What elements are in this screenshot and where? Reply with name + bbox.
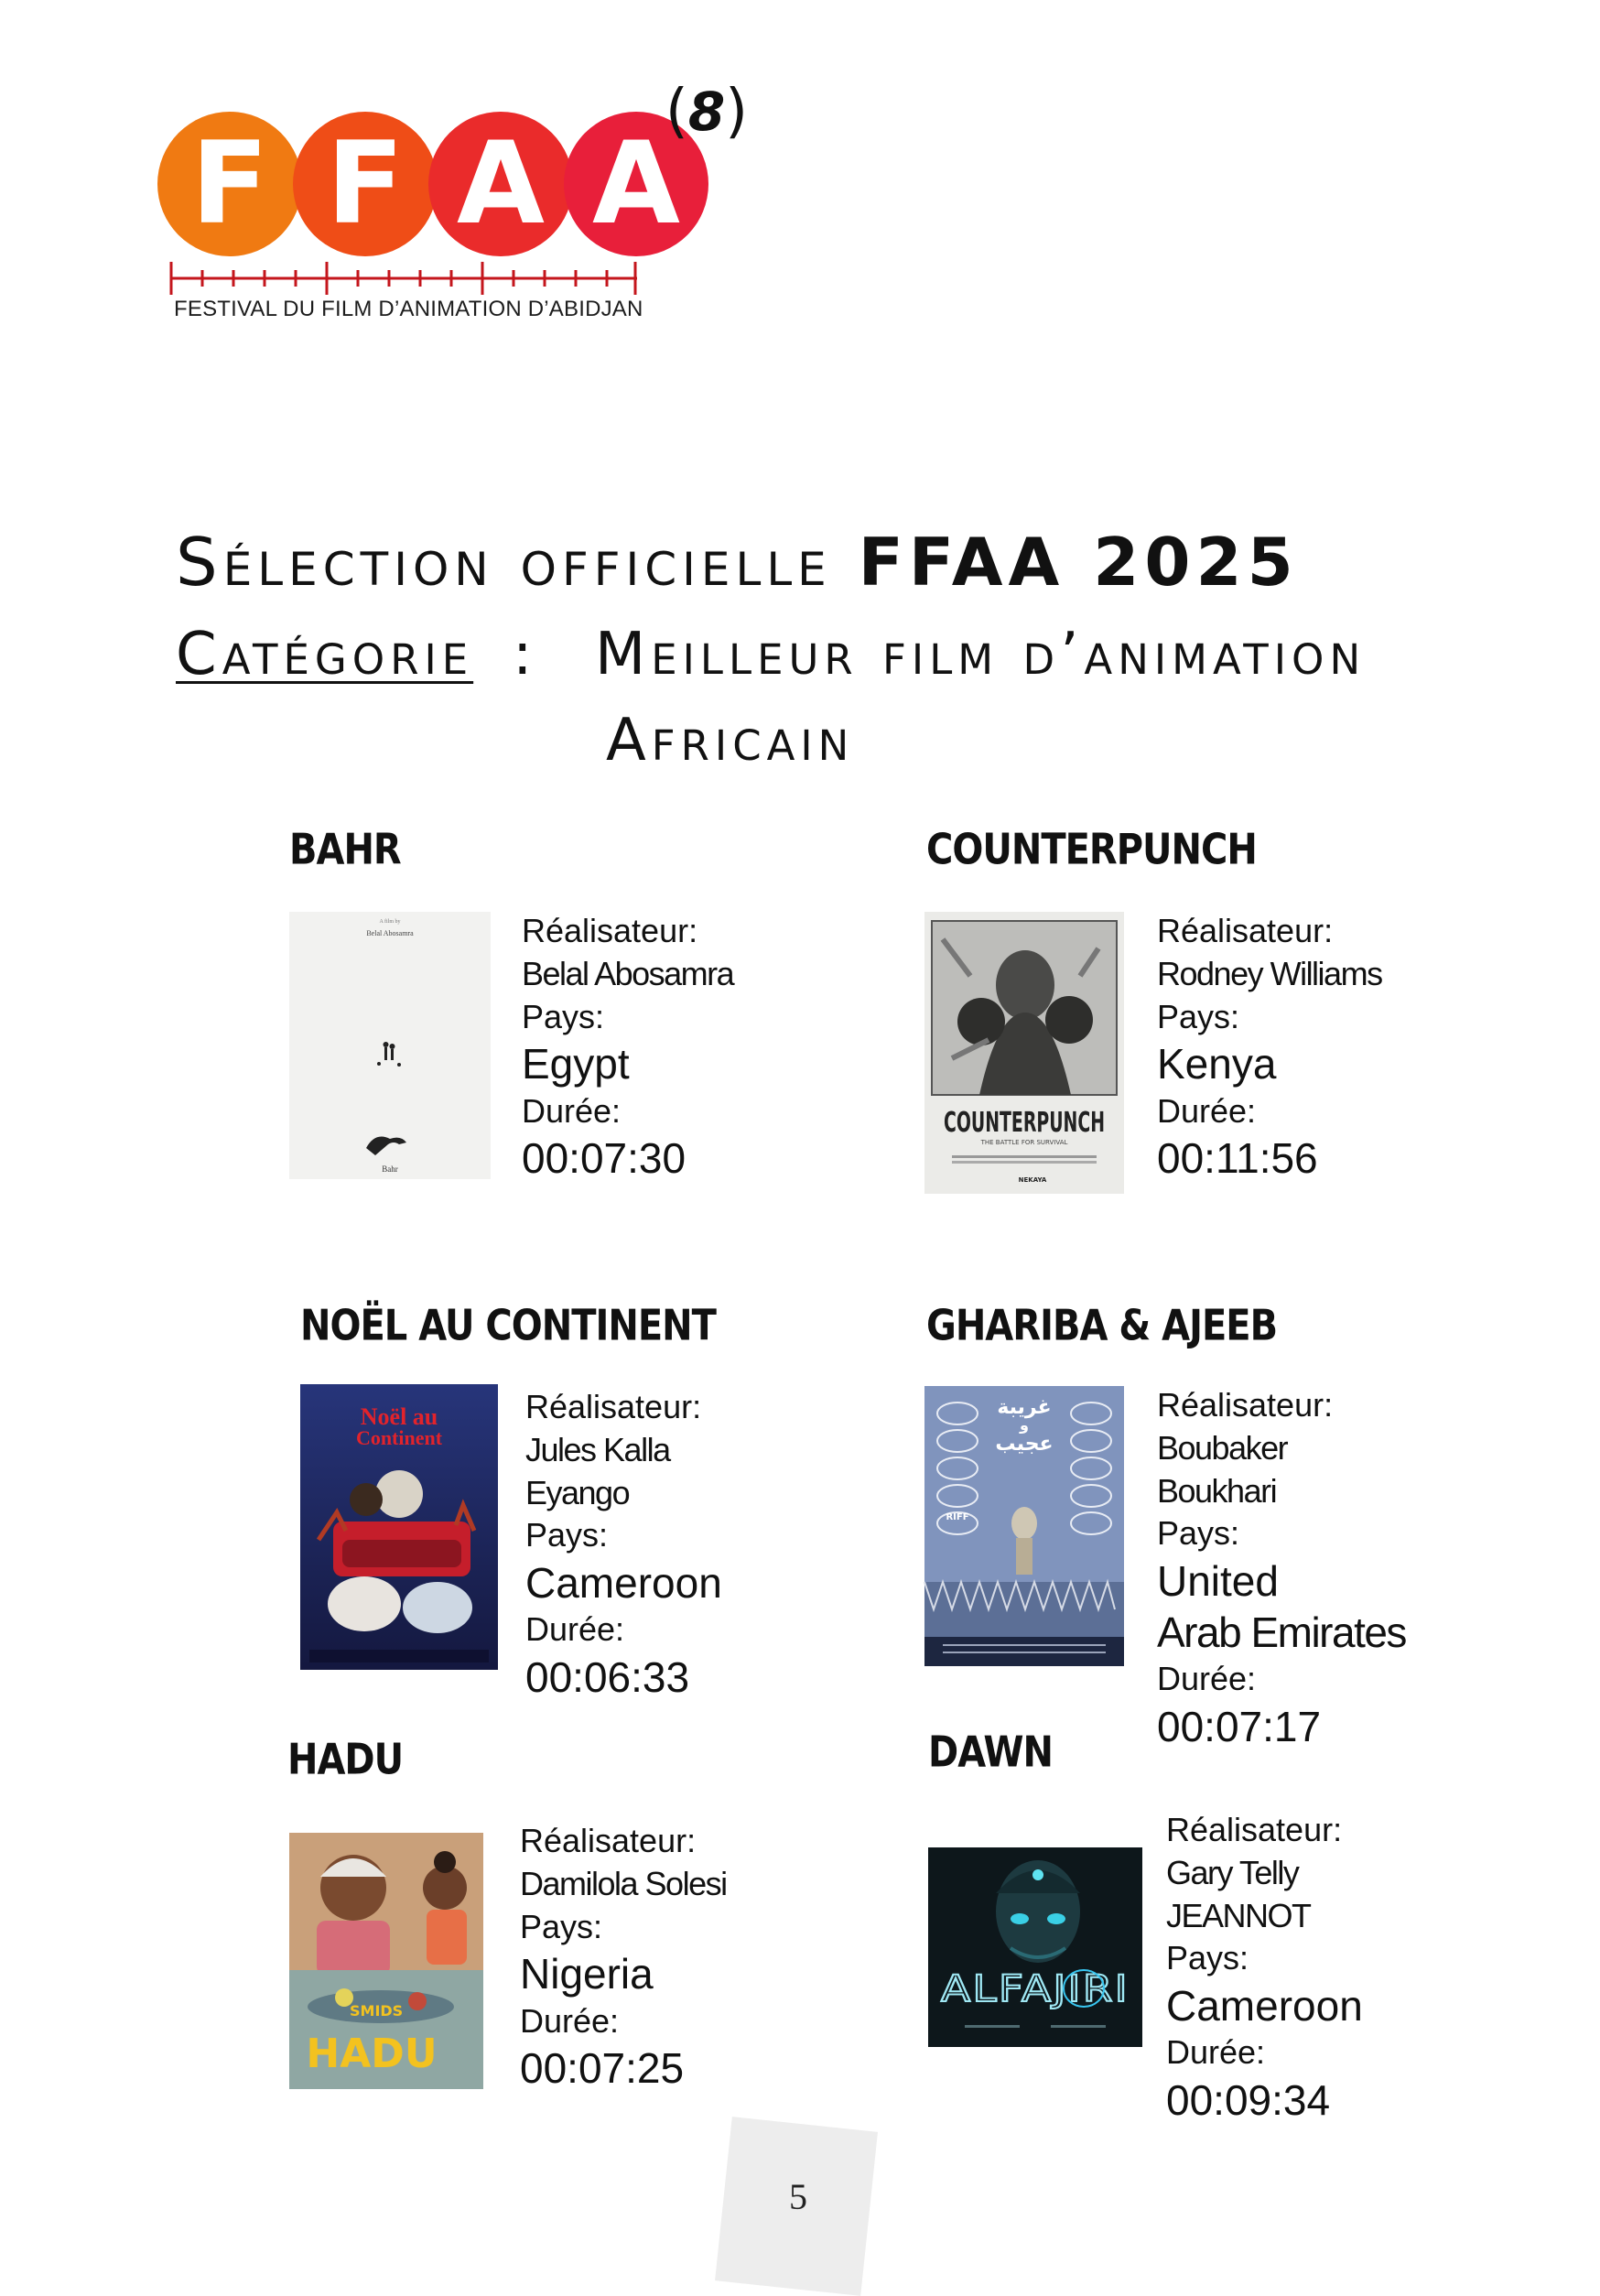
director-value: Damilola Solesi [520, 1864, 727, 1902]
director-value: Jules Kalla [525, 1430, 670, 1468]
poster-ghariba-title-2: و [1020, 1416, 1029, 1434]
poster-hadu [289, 1833, 483, 2089]
duration-value: 00:07:25 [520, 2044, 685, 2093]
film-title-counterpunch: COUNTERPUNCH [926, 826, 1257, 874]
director-value: Belal Abosamra [522, 954, 734, 992]
director-value: Gary Telly [1166, 1853, 1299, 1891]
film-info-bahr [522, 910, 733, 1184]
poster-bahr-title: Bahr [382, 1164, 398, 1174]
paren-left: ( [665, 78, 688, 146]
ffaa-logo [157, 66, 762, 341]
director-label: Réalisateur: [525, 1388, 702, 1425]
duration-value: 00:06:33 [525, 1653, 690, 1702]
film-title-dawn: DAWN [928, 1728, 1053, 1777]
duration-value: 00:11:56 [1157, 1134, 1318, 1183]
logo-letter: F [326, 118, 405, 250]
selection-heading [176, 524, 1299, 601]
poster-ghariba-laurel: RIFF [946, 1512, 969, 1522]
category-colon: : [513, 621, 538, 688]
duration-value: 00:07:17 [1157, 1703, 1322, 1751]
country-value: Kenya [1157, 1040, 1277, 1088]
director-label: Réalisateur: [520, 1822, 697, 1859]
poster-ghariba-ajeeb [924, 1386, 1124, 1666]
film-title-noel-au-continent: NOËL AU CONTINENT [300, 1302, 716, 1350]
poster-dawn [928, 1847, 1142, 2047]
country-label: Pays: [520, 1907, 603, 1945]
duration-value: 00:09:34 [1166, 2076, 1331, 2125]
director-value: Boukhari [1157, 1471, 1277, 1510]
country-label: Pays: [1166, 1939, 1249, 1977]
poster-counterpunch [924, 912, 1124, 1194]
poster-dawn-art [928, 1847, 1142, 2047]
heading-prefix: Sélection officielle [176, 524, 832, 601]
country-label: Pays: [1157, 1514, 1240, 1553]
director-value: Eyango [525, 1473, 630, 1511]
country-value: Egypt [522, 1040, 630, 1088]
poster-counterpunch-tagline: THE BATTLE FOR SURVIVAL [980, 1139, 1068, 1146]
poster-ghariba-title-3: عجيب [995, 1433, 1054, 1456]
duration-value: 00:07:30 [522, 1134, 686, 1183]
film-title-hadu: HADU [287, 1736, 404, 1784]
country-label: Pays: [525, 1516, 609, 1554]
category-label: Catégorie [176, 621, 474, 688]
duration-label: Durée: [522, 1091, 622, 1130]
category-value-line1: Meilleur film d’animation [595, 621, 1367, 688]
duration-label: Durée: [520, 2001, 620, 2040]
director-label: Réalisateur: [522, 912, 698, 949]
poster-noel-title-1: Noël au [360, 1403, 438, 1430]
director-label: Réalisateur: [1157, 1386, 1334, 1424]
poster-ghariba-title-1: غريبة [997, 1396, 1052, 1419]
country-value: Nigeria [520, 1950, 654, 1998]
film-info-dawn [1166, 1809, 1363, 2126]
poster-bahr-credit: A film by [379, 919, 401, 925]
director-value: JEANNOT [1166, 1896, 1311, 1934]
film-info-counterpunch [1157, 910, 1382, 1184]
film-ruler-graphic [170, 262, 637, 295]
logo-circle-3 [428, 112, 573, 256]
poster-bahr [289, 912, 491, 1179]
film-info-hadu [520, 1820, 727, 2094]
poster-bahr-director: Belal Abosamra [366, 929, 414, 937]
poster-noel-au-continent [300, 1384, 498, 1670]
country-label: Pays: [522, 997, 605, 1035]
director-label: Réalisateur: [1157, 912, 1334, 949]
film-title-bahr: BAHR [289, 826, 401, 874]
logo-subtitle: FESTIVAL DU FILM D’ANIMATION D’ABIDJAN [174, 297, 643, 321]
logo-circle-1 [157, 112, 302, 256]
paren-right: ) [725, 78, 749, 146]
logo-letter: A [592, 118, 680, 250]
poster-hadu-art [289, 1833, 483, 2089]
film-info-ghariba-ajeeb [1157, 1384, 1406, 1752]
logo-circle-2 [293, 112, 438, 256]
poster-counterpunch-studio: NEKAYA [1018, 1176, 1047, 1184]
edition-number: 8 [687, 81, 726, 143]
poster-hadu-title: HADU [306, 2031, 438, 2077]
poster-noel-art [300, 1384, 498, 1670]
poster-hadu-studio: SMIDS [350, 2002, 404, 2020]
country-value: Arab Emirates [1157, 1608, 1406, 1657]
duration-label: Durée: [1166, 2033, 1266, 2072]
director-label: Réalisateur: [1166, 1811, 1343, 1848]
page-number: 5 [789, 2176, 807, 2217]
logo-letter: F [190, 118, 269, 250]
duration-label: Durée: [525, 1610, 625, 1649]
poster-ghariba-art [924, 1386, 1124, 1666]
poster-counterpunch-title: COUNTERPUNCH [944, 1107, 1105, 1139]
heading-festival-year: FFAA 2025 [858, 524, 1299, 601]
duration-label: Durée: [1157, 1091, 1257, 1130]
country-value: United [1157, 1557, 1279, 1606]
poster-noel-title-2: Continent [355, 1426, 443, 1449]
country-value: Cameroon [1166, 1982, 1363, 2031]
poster-counterpunch-art [924, 912, 1124, 1194]
film-title-ghariba-ajeeb: GHARIBA & AJEEB [926, 1302, 1278, 1350]
category-value-line2: Africain [606, 707, 855, 774]
poster-dawn-title: ALFAJIRI [941, 1968, 1130, 2010]
logo-edition [652, 66, 762, 157]
poster-bahr-art [289, 912, 491, 1179]
director-value: Rodney Williams [1157, 954, 1382, 992]
film-info-noel-au-continent [525, 1386, 722, 1703]
country-label: Pays: [1157, 997, 1240, 1035]
country-value: Cameroon [525, 1559, 722, 1608]
director-value: Boubaker [1157, 1428, 1288, 1467]
duration-label: Durée: [1157, 1660, 1257, 1698]
logo-letter: A [457, 118, 545, 250]
